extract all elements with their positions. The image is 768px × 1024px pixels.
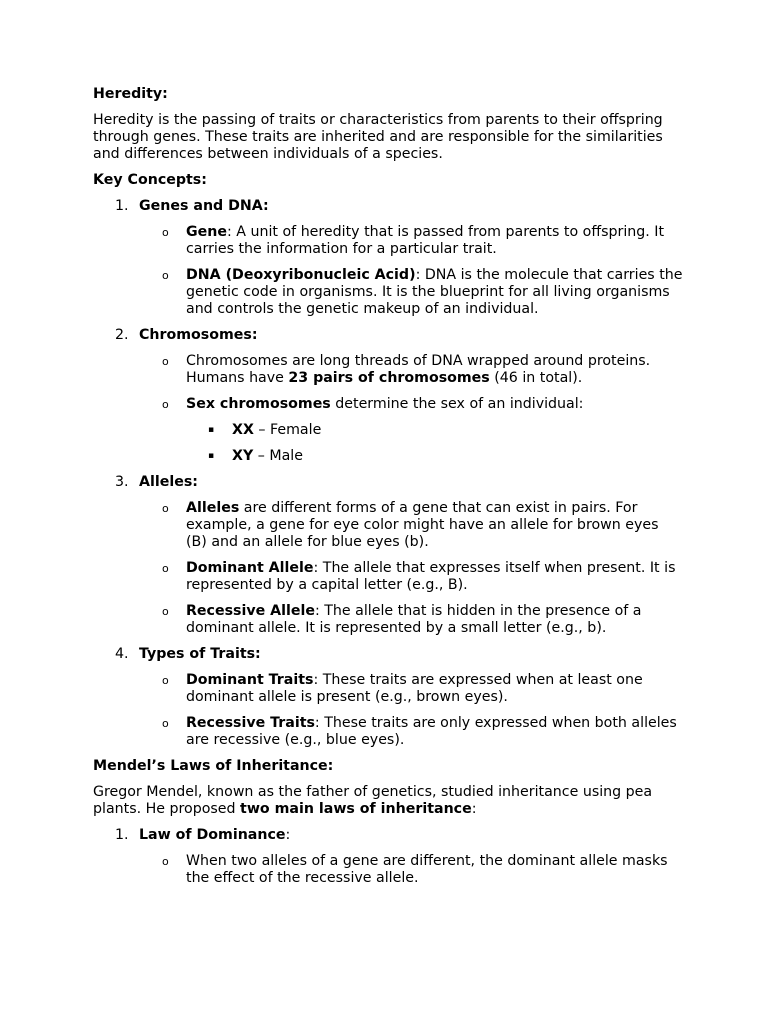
heading-heredity: Heredity:: [93, 86, 168, 102]
bullet-text: determine the sex of an individual:: [330, 396, 584, 412]
bullet-text: Chromosomes are long threads of DNA wrapped around proteins. Humans have: [186, 353, 651, 386]
bullet-text: : The allele that is hidden in the presence of a dominant allele. It is represented by a small letter (e.g., b).: [186, 603, 642, 636]
circle-bullet-icon: o: [162, 269, 169, 282]
mendel-intro-bold: two main laws of inheritance: [240, 801, 472, 817]
bullet-term: Dominant Traits: [186, 672, 314, 688]
list-number: 3.: [115, 474, 129, 490]
list-item-title: Types of Traits:: [139, 646, 261, 662]
circle-bullet-icon: o: [162, 226, 169, 239]
list-item-chromosomes: [93, 327, 683, 344]
list-number: 1.: [115, 827, 129, 843]
bullet-text: : DNA is the molecule that carries the genetic code in organisms. It is the blueprint for all living organisms and controls the genetic makeup of an individual.: [186, 267, 683, 317]
list-item-title: Alleles:: [139, 474, 198, 490]
circle-bullet-icon: o: [162, 562, 169, 575]
circle-bullet-icon: o: [162, 502, 169, 515]
sub-bullet-alleles: [93, 500, 683, 551]
circle-bullet-icon: o: [162, 674, 169, 687]
list-number: 1.: [115, 198, 129, 214]
bullet-text: are different forms of a gene that can exist in pairs. For example, a gene for eye color might have an allele for brown eyes (B) and an allele for blue eyes (b).: [186, 500, 659, 550]
document-page: [93, 86, 683, 887]
square-bullet-icon: ▪: [208, 425, 215, 435]
circle-bullet-icon: o: [162, 398, 169, 411]
sub-bullet-dominant-traits: [93, 672, 683, 706]
sub-bullet-recessive-allele: [93, 603, 683, 637]
square-bullet-icon: ▪: [208, 451, 215, 461]
sub-bullet-chromosomes: [93, 353, 683, 387]
heading-mendel-laws: Mendel’s Laws of Inheritance:: [93, 758, 334, 774]
sub-bullet-dominant-allele: [93, 560, 683, 594]
bullet-term: XX: [232, 422, 254, 438]
list-item-types-of-traits: [93, 646, 683, 663]
bullet-term: Alleles: [186, 500, 240, 516]
bullet-term: Recessive Traits: [186, 715, 315, 731]
bullet-term: Sex chromosomes: [186, 396, 331, 412]
list-item-title: Chromosomes:: [139, 327, 258, 343]
bullet-bold-text: 23 pairs of chromosomes: [288, 370, 490, 386]
sub-bullet-sex-chromosomes: [93, 396, 683, 413]
mendel-intro-end: :: [471, 801, 477, 817]
circle-bullet-icon: o: [162, 717, 169, 730]
heading-key-concepts: Key Concepts:: [93, 172, 207, 188]
list-number: 4.: [115, 646, 129, 662]
heredity-intro: Heredity is the passing of traits or characteristics from parents to their offspring through genes. These traits are inherited and are responsible for the similarities and differences between individuals of a species.: [93, 112, 663, 162]
sub-bullet-recessive-traits: [93, 715, 683, 749]
sub-sub-bullet-xy: [93, 448, 683, 465]
bullet-text: : These traits are only expressed when both alleles are recessive (e.g., blue eyes).: [186, 715, 677, 748]
circle-bullet-icon: o: [162, 355, 169, 368]
mendel-intro: [93, 784, 683, 818]
bullet-text: – Male: [253, 448, 303, 464]
circle-bullet-icon: o: [162, 605, 169, 618]
list-item-title: Law of Dominance: [139, 827, 286, 843]
list-item-title-colon: :: [285, 827, 291, 843]
bullet-term: Gene: [186, 224, 227, 240]
list-item-alleles: [93, 474, 683, 491]
sub-sub-bullet-xx: [93, 422, 683, 439]
list-item-genes-dna: [93, 198, 683, 215]
sub-bullet-dna: [93, 267, 683, 318]
list-item-law-of-dominance: [93, 827, 683, 844]
bullet-term: DNA (Deoxyribonucleic Acid): [186, 267, 416, 283]
sub-bullet-dominance-rule: [93, 853, 683, 887]
bullet-text: (46 in total).: [489, 370, 583, 386]
bullet-text: : The allele that expresses itself when present. It is represented by a capital letter (e.g., B).: [186, 560, 676, 593]
list-item-title: Genes and DNA:: [139, 198, 269, 214]
bullet-term: Recessive Allele: [186, 603, 315, 619]
bullet-text: – Female: [253, 422, 322, 438]
list-number: 2.: [115, 327, 129, 343]
bullet-text: : These traits are expressed when at least one dominant allele is present (e.g., brown eyes).: [186, 672, 643, 705]
bullet-text: : A unit of heredity that is passed from parents to offspring. It carries the information for a particular trait.: [186, 224, 665, 257]
circle-bullet-icon: o: [162, 855, 169, 868]
bullet-text: When two alleles of a gene are different, the dominant allele masks the effect of the recessive allele.: [186, 853, 668, 886]
mendel-intro-text: Gregor Mendel, known as the father of genetics, studied inheritance using pea plants. He proposed: [93, 784, 653, 817]
bullet-term: Dominant Allele: [186, 560, 314, 576]
sub-bullet-gene: [93, 224, 683, 258]
bullet-term: XY: [232, 448, 254, 464]
